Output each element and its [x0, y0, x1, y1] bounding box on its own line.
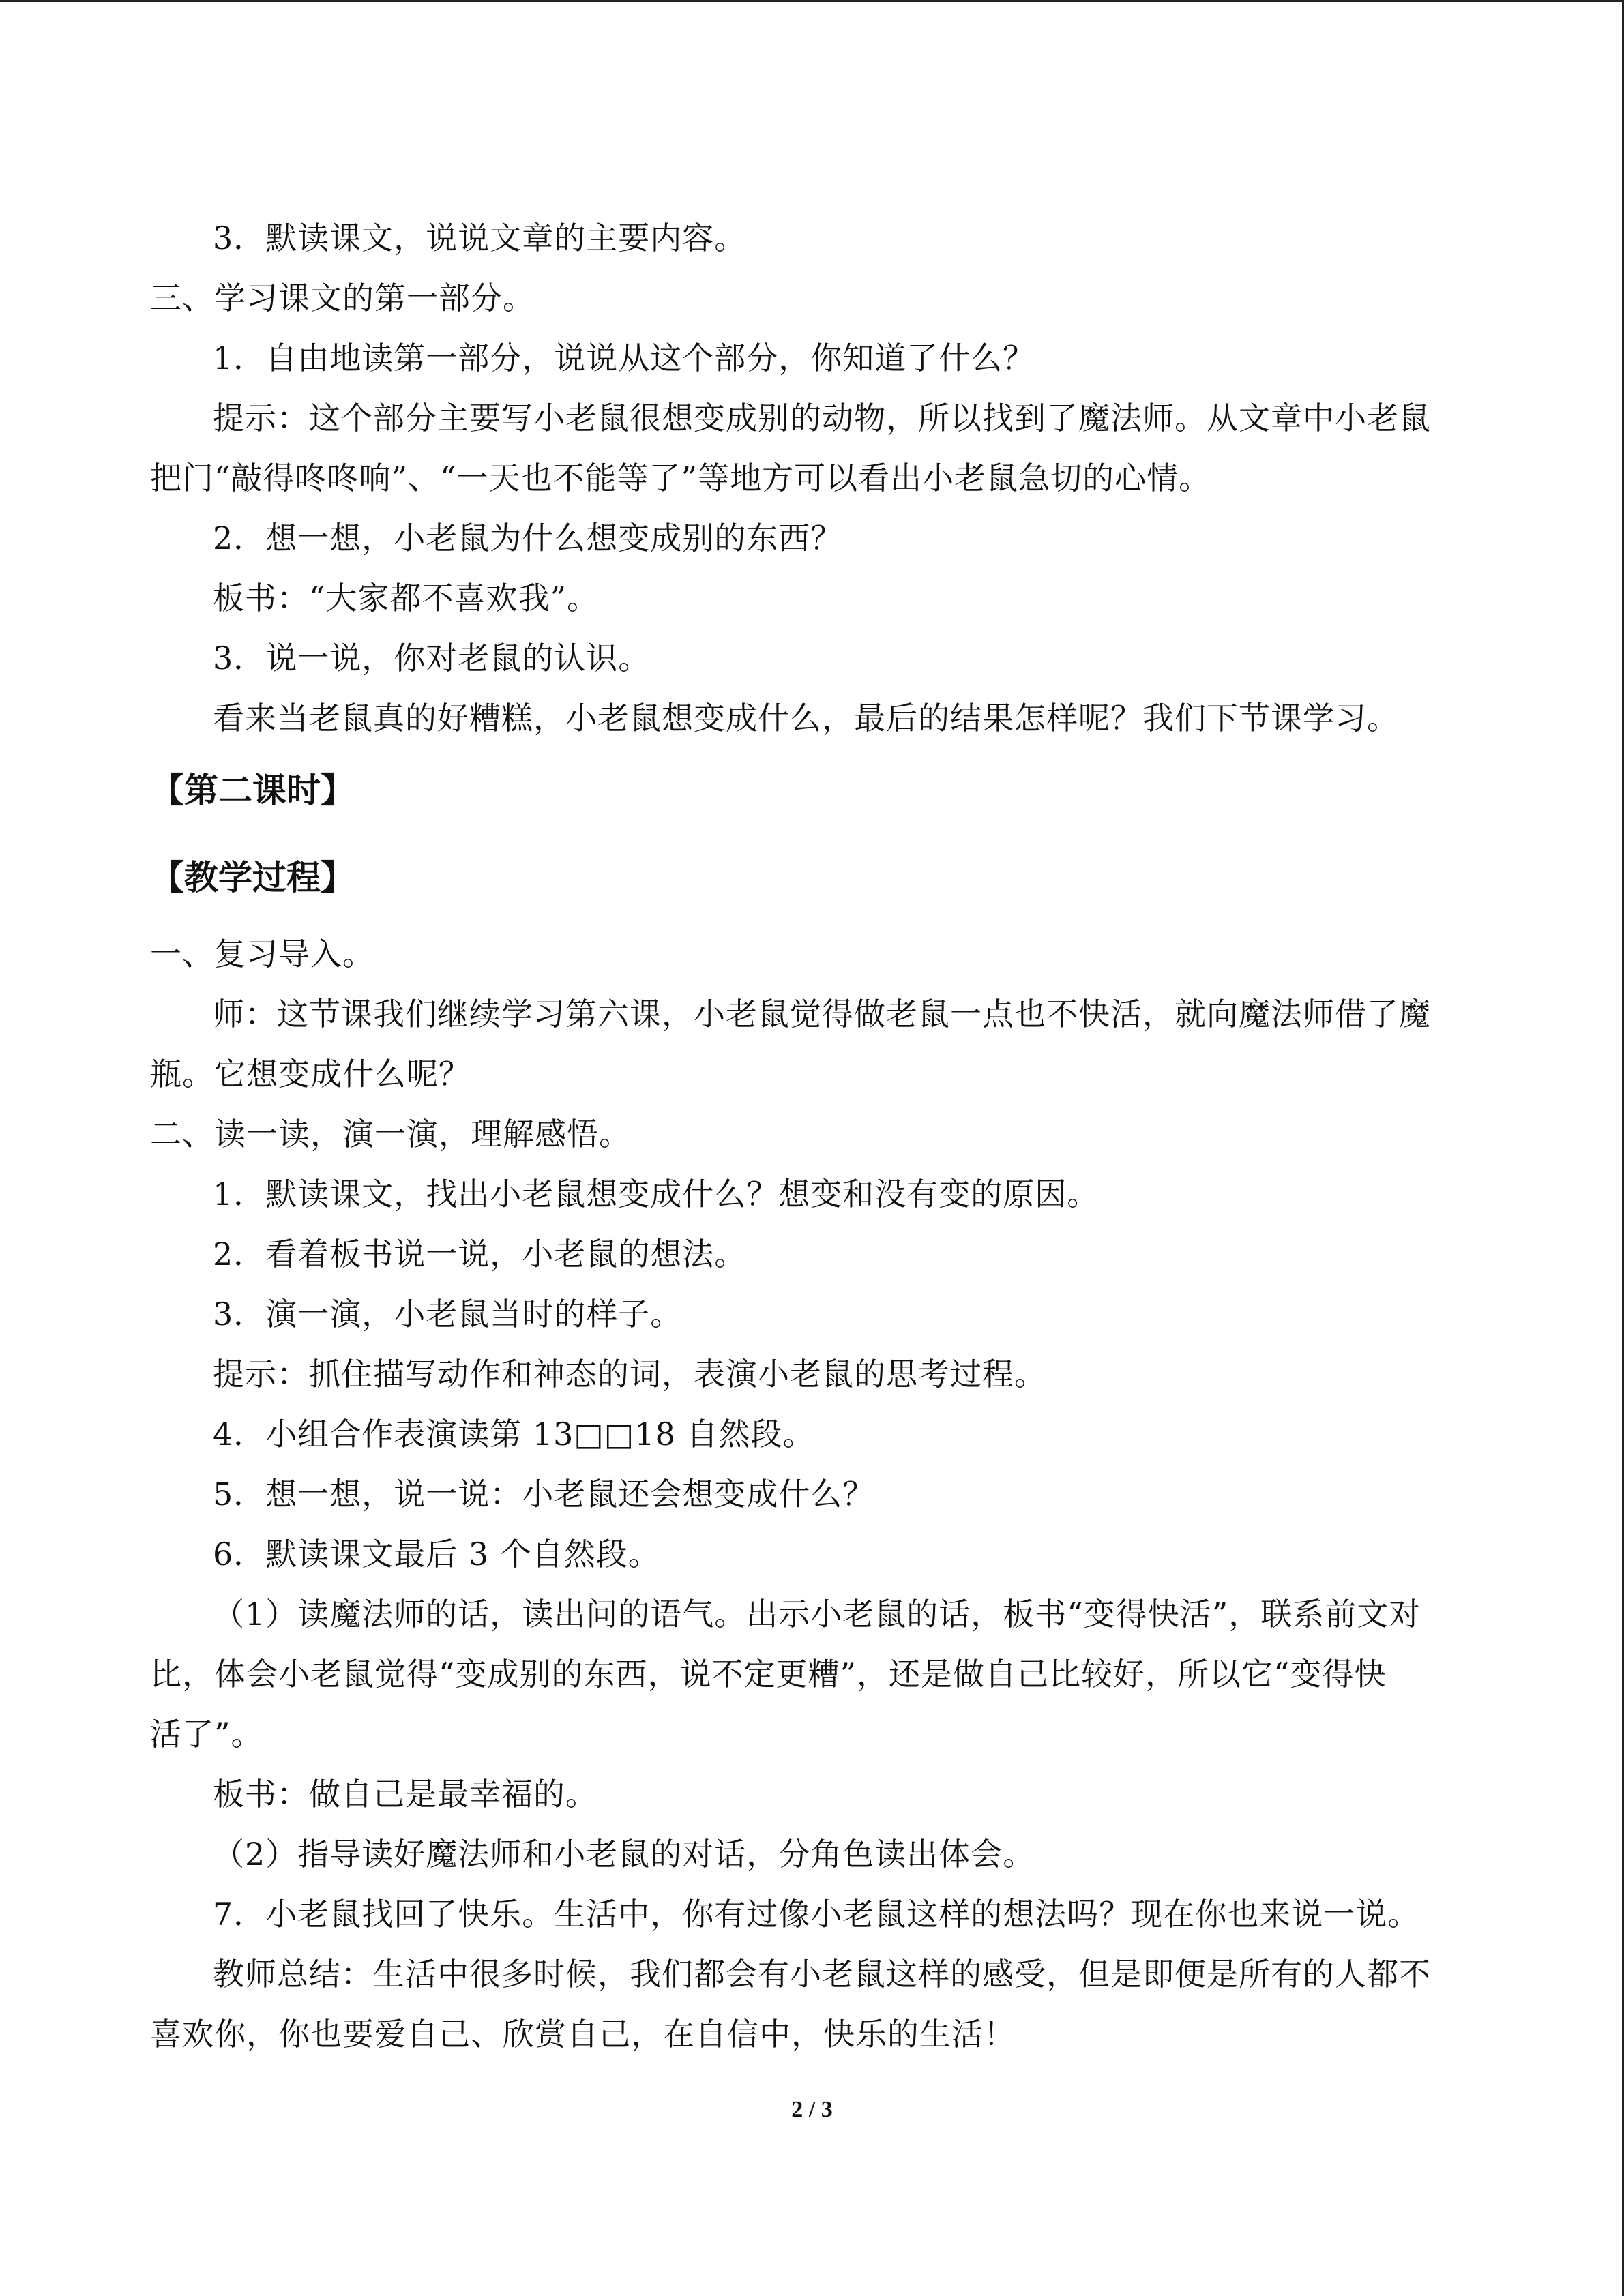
top-border-line: [0, 0, 1624, 2]
heading-teaching-process: 【教学过程】: [150, 858, 355, 897]
text-line: 6．默读课文最后 3 个自然段。: [213, 1536, 660, 1572]
text-line: 2．看着板书说一说，小老鼠的想法。: [213, 1236, 747, 1272]
section-lesson-one-lines: [150, 208, 1483, 748]
text-line: 教师总结：生活中很多时候，我们都会有小老鼠这样的感受，但是即便是所有的人都不: [213, 1956, 1431, 1993]
text-line: 提示：这个部分主要写小老鼠很想变成别的动物，所以找到了魔法师。从文章中小老鼠: [213, 400, 1431, 436]
heading-second-lesson: 【第二课时】: [150, 771, 355, 810]
text-line: 看来当老鼠真的好糟糕，小老鼠想变成什么，最后的结果怎样呢？我们下节课学习。: [213, 700, 1399, 736]
text-line: 5．想一想，说一说：小老鼠还会想变成什么？: [213, 1476, 875, 1512]
text-line: （2）指导读好魔法师和小老鼠的对话，分角色读出体会。: [213, 1836, 1035, 1873]
text-line: 师：这节课我们继续学习第六课，小老鼠觉得做老鼠一点也不快活，就向魔法师借了魔: [213, 996, 1431, 1032]
document-body: [150, 208, 1483, 2064]
text-line: 3．演一演，小老鼠当时的样子。: [213, 1296, 683, 1332]
text-line: 板书：“大家都不喜欢我”。: [213, 580, 600, 616]
page-number: 2 / 3: [791, 2097, 833, 2122]
text-line: 瓶。它想变成什么呢？: [150, 1056, 471, 1092]
text-line: 1．自由地读第一部分，说说从这个部分，你知道了什么？: [213, 340, 1035, 376]
text-line: 一、复习导入。: [150, 936, 374, 972]
section-lesson-two-lines: [150, 924, 1483, 2064]
text-line: 2．想一想，小老鼠为什么想变成别的东西？: [213, 520, 843, 556]
text-line: 比，体会小老鼠觉得“变成别的东西，说不定更糟”，还是做自己比较好，所以它“变得快: [150, 1656, 1387, 1693]
text-line: 板书：做自己是最幸福的。: [213, 1776, 597, 1813]
text-line: （1）读魔法师的话，读出问的语气。出示小老鼠的话，板书“变得快活”，联系前文对: [213, 1596, 1421, 1632]
text-line: 3．默读课文，说说文章的主要内容。: [213, 220, 747, 256]
text-line: 4．小组合作表演读第 13□□18 自然段。: [213, 1416, 815, 1452]
text-line: 3．说一说，你对老鼠的认识。: [213, 640, 651, 676]
text-line: 1．默读课文，找出小老鼠想变成什么？想变和没有变的原因。: [213, 1176, 1099, 1212]
text-line: 三、学习课文的第一部分。: [150, 280, 535, 316]
text-line: 把门“敲得咚咚响”、“一天也不能等了”等地方可以看出小老鼠急切的心情。: [150, 460, 1211, 496]
text-line: 提示：抓住描写动作和神态的词，表演小老鼠的思考过程。: [213, 1356, 1046, 1392]
text-line: 喜欢你，你也要爱自己、欣赏自己，在自信中，快乐的生活！: [150, 2016, 1016, 2053]
text-line: 活了”。: [150, 1716, 263, 1753]
text-line: 二、读一读，演一演，理解感悟。: [150, 1116, 631, 1152]
text-line: 7．小老鼠找回了快乐。生活中，你有过像小老鼠这样的想法吗？现在你也来说一说。: [213, 1896, 1420, 1933]
